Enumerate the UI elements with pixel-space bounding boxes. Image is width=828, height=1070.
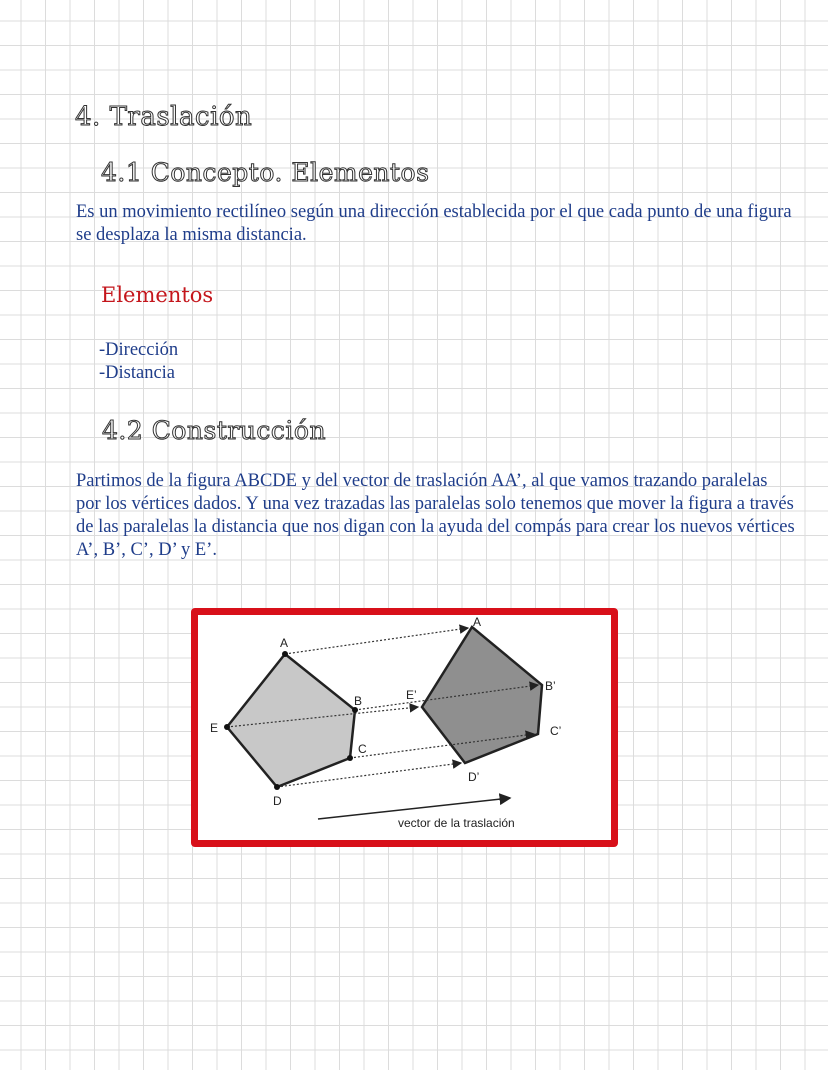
vector-label: vector de la traslación — [398, 816, 515, 830]
translation-diagram — [198, 615, 611, 840]
label-d-prime: D’ — [468, 770, 480, 784]
label-b: B — [354, 694, 363, 708]
concept-paragraph: Es un movimiento rectilíneo según una dirección establecida por el que cada punto de una figura se desplaza la misma distancia. — [76, 202, 792, 245]
vertex-a-dot — [282, 651, 288, 657]
translated-polygon — [422, 627, 542, 763]
elements-list — [99, 339, 178, 385]
vertex-e-dot — [224, 724, 230, 730]
label-a: A — [280, 636, 289, 650]
label-e: E — [210, 721, 219, 735]
label-b-prime: B’ — [545, 679, 556, 693]
construction-paragraph: Partimos de la figura ABCDE y del vector de traslación AA’, al que vamos trazando paralelas por los vértices dados. Y una vez trazadas las paralelas solo tenemos que mover la figura a través de las paralelas la distancia que nos digan con la ayuda del compás para crear los nuevos vértices A’, B’, C’, D’ y E’. — [76, 471, 795, 560]
construction-heading: 4.2 Construcción — [102, 416, 327, 445]
vertex-d-dot — [274, 784, 280, 790]
elements-heading: Elementos — [101, 283, 214, 307]
translation-figure — [191, 608, 618, 847]
label-d: D — [273, 794, 282, 808]
element-item-distance: -Distancia — [99, 363, 176, 383]
element-item-direction: -Dirección — [99, 340, 179, 360]
vertex-c-dot — [347, 755, 353, 761]
label-a-prime: A — [473, 615, 482, 629]
label-c-prime: C’ — [550, 724, 562, 738]
label-e-prime: E’ — [406, 688, 417, 702]
label-c: C — [358, 742, 367, 756]
parallel-a — [285, 628, 468, 654]
section-title: 4. Traslación — [75, 102, 253, 132]
concept-heading: 4.1 Concepto. Elementos — [101, 158, 430, 187]
